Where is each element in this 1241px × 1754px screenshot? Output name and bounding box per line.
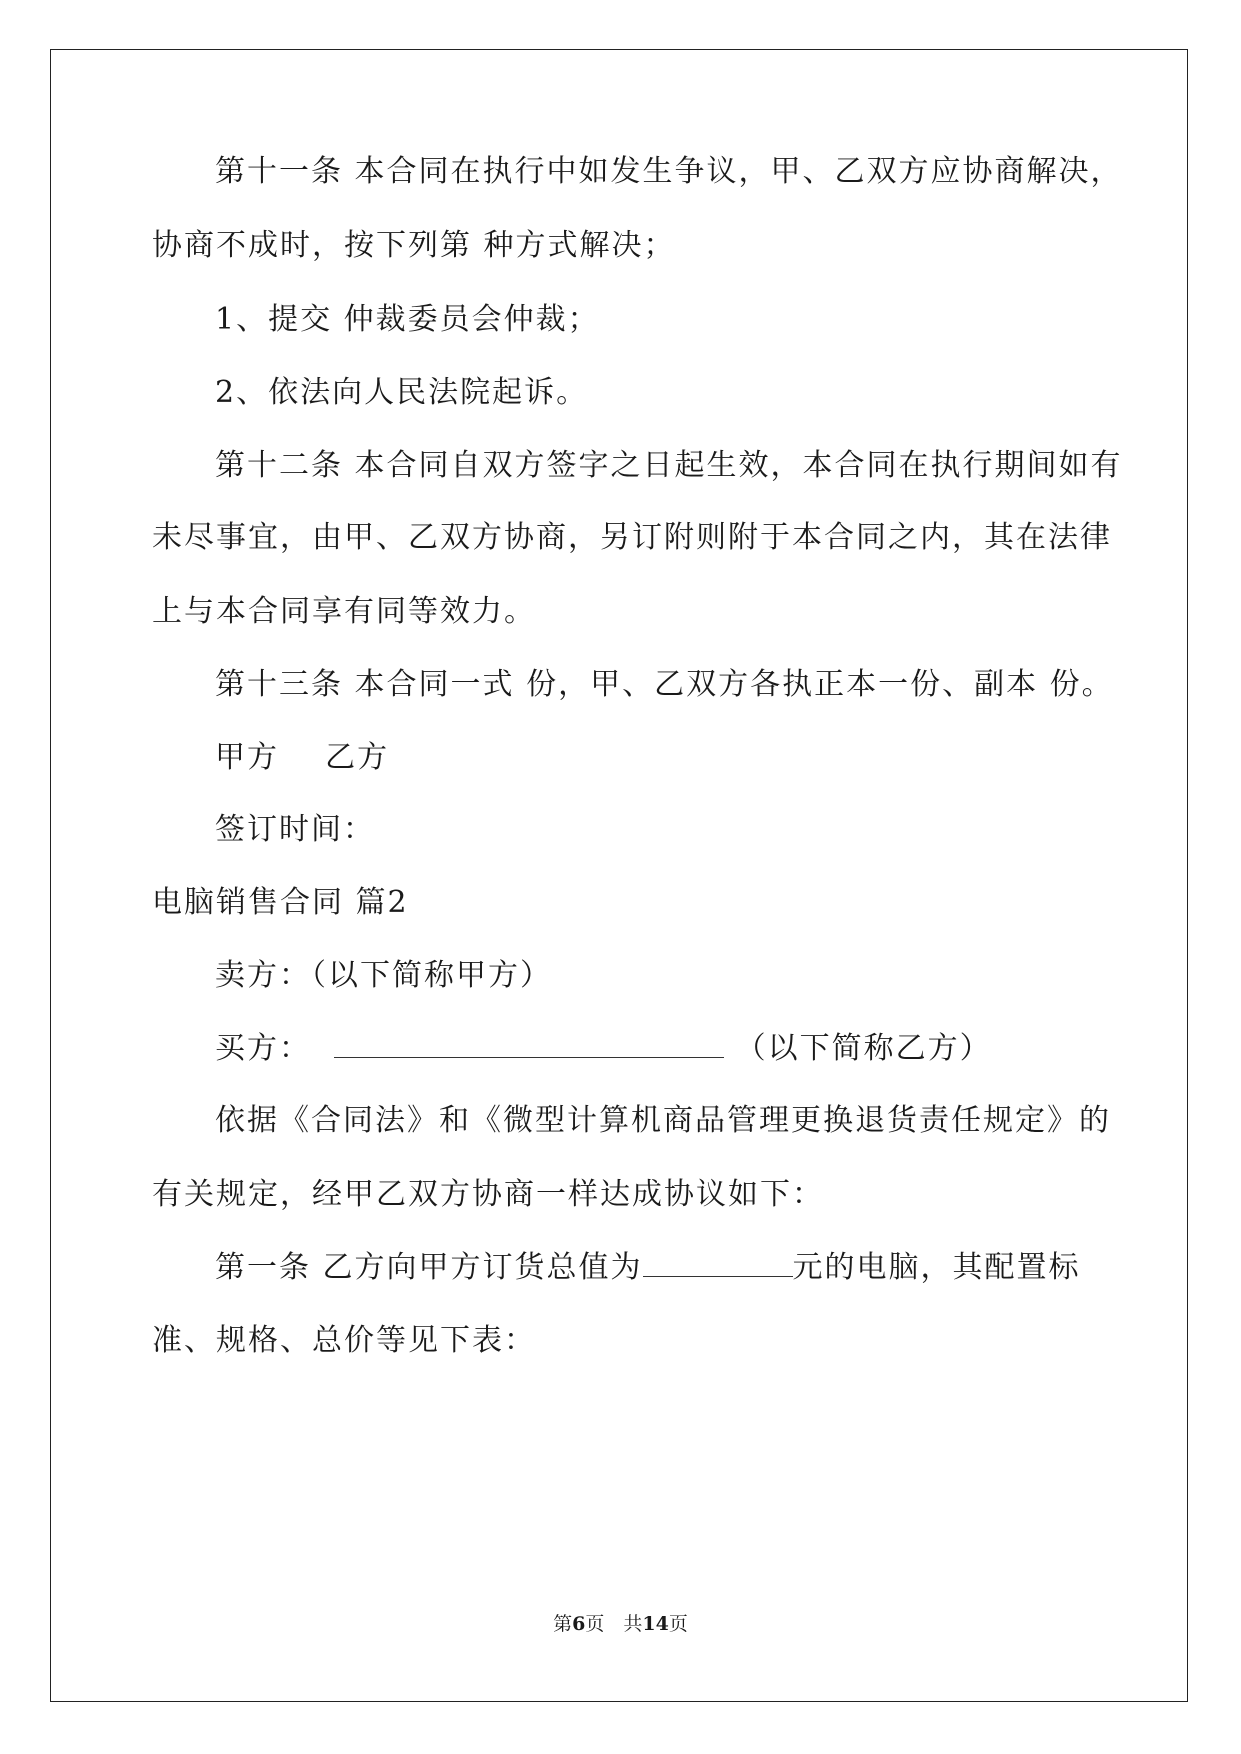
article-12-line-1: 第十二条 本合同自双方签字之日起生效，本合同在执行期间如有 <box>215 448 1123 483</box>
party-signatures: 甲方 乙方 <box>215 740 390 775</box>
article-13-line: 第十三条 本合同一式 份，甲、乙双方各执正本一份、副本 份。 <box>215 667 1114 702</box>
article-11-line-1: 第十一条 本合同在执行中如发生争议，甲、乙双方应协商解决， <box>215 154 1123 189</box>
buyer-suffix: （以下简称乙方） <box>735 1031 992 1066</box>
seller-line: 卖方：（以下简称甲方） <box>215 958 552 993</box>
footer-mid: 页 共 <box>585 1613 643 1635</box>
article-11-line-2: 协商不成时，按下列第 种方式解决； <box>152 228 676 263</box>
article-1-line-2: 准、规格、总价等见下表： <box>152 1323 536 1358</box>
article-1-prefix: 第一条 乙方向甲方订货总值为 <box>215 1250 643 1285</box>
section-title: 电脑销售合同 篇2 <box>152 885 409 920</box>
total-pages: 14 <box>642 1613 669 1635</box>
amount-blank[interactable] <box>643 1250 793 1277</box>
footer-suffix: 页 <box>668 1613 688 1635</box>
buyer-label: 买方： <box>215 1031 311 1066</box>
page-number <box>0 1612 1241 1636</box>
current-page: 6 <box>572 1613 586 1635</box>
buyer-blank[interactable] <box>334 1031 724 1058</box>
page-border <box>50 49 1188 1702</box>
basis-line-1: 依据《合同法》和《微型计算机商品管理更换退货责任规定》的 <box>215 1103 1111 1138</box>
buyer-line <box>215 1031 992 1067</box>
option-1-arbitration: 1、提交 仲裁委员会仲裁； <box>215 302 600 337</box>
signing-date: 签订时间： <box>215 812 375 847</box>
article-1-suffix: 元的电脑，其配置标 <box>792 1250 1081 1285</box>
article-12-line-2: 未尽事宜，由甲、乙双方协商，另订附则附于本合同之内，其在法律 <box>152 520 1112 555</box>
article-12-line-3: 上与本合同享有同等效力。 <box>152 594 536 629</box>
article-1-line-1 <box>215 1250 1081 1286</box>
footer-prefix: 第 <box>553 1613 573 1635</box>
option-2-court: 2、依法向人民法院起诉。 <box>215 375 589 410</box>
basis-line-2: 有关规定，经甲乙双方协商一样达成协议如下： <box>152 1177 824 1212</box>
